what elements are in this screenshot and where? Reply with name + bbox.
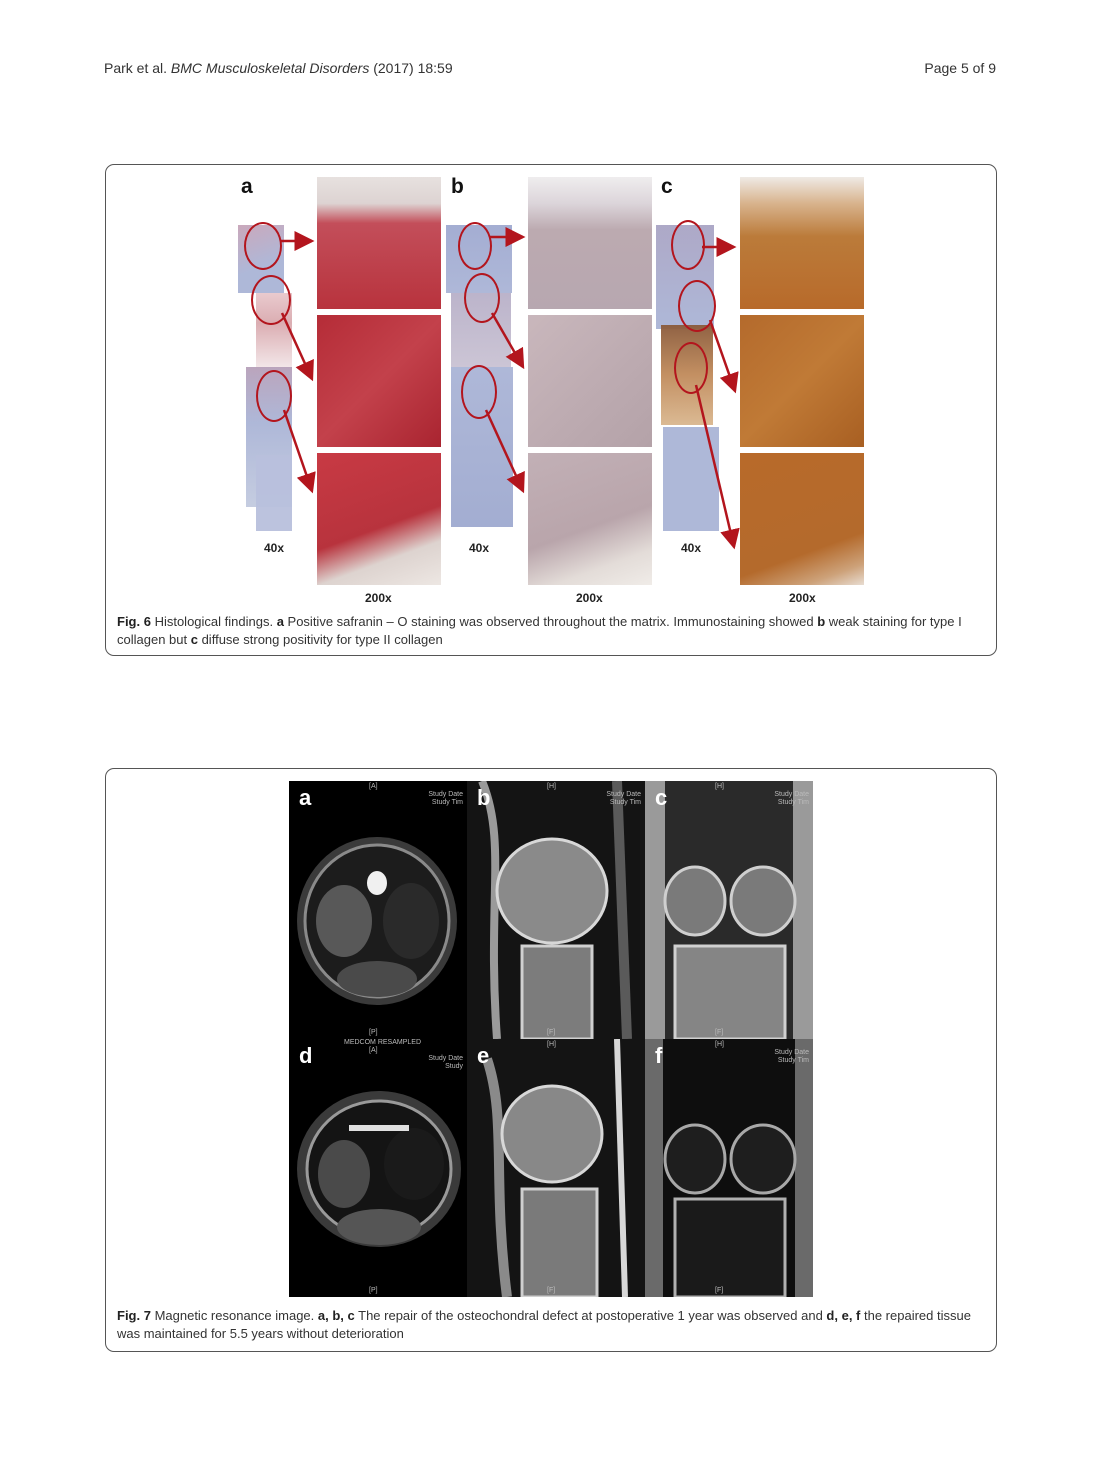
fig7-c-study-info: Study Date Study Tim — [774, 791, 809, 806]
fig7-c-orient-top: [H] — [715, 783, 724, 790]
fig6-b-40x-label: 40x — [469, 541, 490, 555]
fig7-mri-panel-b — [467, 781, 645, 1039]
fig7-f-orient-bottom: [F] — [715, 1287, 724, 1294]
fig7-f-knee-coronal-image — [645, 1039, 813, 1297]
fig6-caption-ref-c: c — [190, 632, 198, 647]
header-journal: BMC Musculoskeletal Disorders — [170, 60, 370, 76]
fig6-a-arrow-3 — [284, 410, 312, 491]
fig7-panel-label-d: d — [299, 1043, 313, 1068]
fig7-panel-label-b: b — [477, 785, 491, 810]
fig7-mri-panel-c — [645, 781, 813, 1039]
fig6-caption-text-1: Histological findings. — [150, 614, 277, 629]
fig7-e-orient-top: [H] — [547, 1041, 556, 1048]
fig6-c-40x-label: 40x — [681, 541, 702, 555]
fig6-c-200x-label: 200x — [789, 591, 816, 605]
fig6-caption-ref-a: a — [276, 614, 284, 629]
fig7-caption-label: Fig. 7 — [117, 1308, 151, 1323]
header-year-volume: (2017) 18:59 — [373, 60, 453, 76]
fig6-caption-label: Fig. 6 — [117, 614, 151, 629]
fig6-c-arrow-3 — [696, 385, 734, 547]
running-header-citation — [104, 60, 453, 76]
fig7-panel-label-f: f — [655, 1043, 663, 1068]
page-number: Page 5 of 9 — [924, 60, 996, 76]
fig6-caption-text-3: weak staining for type I collagen but — [117, 614, 962, 647]
fig6-a-40x-label: 40x — [264, 541, 285, 555]
fig7-a-orient-bottom: [P] — [369, 1029, 378, 1036]
fig7-f-orient-top: [H] — [715, 1041, 724, 1048]
fig7-panel-label-a: a — [299, 785, 312, 810]
fig7-b-orient-bottom: [F] — [547, 1029, 556, 1036]
fig6-b-arrow-2 — [492, 313, 523, 367]
fig7-a-study-info: Study Date Study Tim — [428, 791, 463, 806]
fig6-caption — [117, 613, 982, 649]
fig7-a-orient-top: [A] — [369, 783, 378, 790]
fig7-f-study-info: Study Date Study Tim — [774, 1049, 809, 1064]
fig6-a-200x-label: 200x — [365, 591, 392, 605]
fig6-panel-label-b: b — [451, 175, 464, 198]
fig6-panel-label-c: c — [661, 175, 673, 198]
fig7-caption-text-3: the repaired tissue was maintained for 5.5 years without deterioration — [117, 1308, 971, 1341]
fig7-b-knee-sagittal-image — [467, 781, 645, 1039]
fig7-mri-panel-e — [467, 1039, 645, 1297]
fig7-panel-label-c: c — [655, 785, 668, 810]
fig7-mri-panel-f — [645, 1039, 813, 1297]
fig7-d-medcom-label: MEDCOM RESAMPLED — [344, 1039, 422, 1046]
fig7-d-orient-top: [A] — [369, 1047, 378, 1054]
fig6-arrows — [106, 165, 996, 605]
fig7-b-study-info: Study Date Study Tim — [606, 791, 641, 806]
fig7-caption-ref-def: d, e, f — [826, 1308, 861, 1323]
figure-6 — [105, 164, 997, 656]
fig7-c-orient-bottom: [F] — [715, 1029, 724, 1036]
fig7-panel-label-e: e — [477, 1043, 490, 1068]
fig7-mri-panel-d — [289, 1039, 467, 1297]
fig6-caption-text-4: diffuse strong positivity for type II collagen — [197, 632, 443, 647]
fig6-b-200x-label: 200x — [576, 591, 603, 605]
fig7-caption-text-1: Magnetic resonance image. — [150, 1308, 318, 1323]
fig7-c-knee-coronal-image — [645, 781, 813, 1039]
fig6-caption-ref-b: b — [817, 614, 826, 629]
fig7-caption-ref-abc: a, b, c — [317, 1308, 355, 1323]
fig7-e-orient-bottom: [F] — [547, 1287, 556, 1294]
fig7-caption-text-2: The repair of the osteochondral defect at postoperative 1 year was observed and — [354, 1308, 827, 1323]
fig7-a-knee-axial-image — [289, 781, 467, 1039]
fig7-e-knee-sagittal-image — [467, 1039, 645, 1297]
fig6-a-arrow-2 — [282, 313, 312, 379]
fig7-b-orient-top: [H] — [547, 783, 556, 790]
fig6-b-arrow-3 — [486, 410, 523, 491]
fig7-d-knee-axial-image — [289, 1039, 467, 1297]
fig7-mri-panel-a — [289, 781, 467, 1039]
fig7-caption — [117, 1307, 982, 1343]
fig6-panel-label-a: a — [241, 175, 253, 198]
header-authors: Park et al. — [104, 60, 168, 76]
fig6-caption-text-2: Positive safranin – O staining was observed throughout the matrix. Immunostaining showed — [283, 614, 818, 629]
figure-7 — [105, 768, 997, 1352]
fig6-c-arrow-2 — [710, 320, 735, 391]
fig7-d-study-info: Study Date Study — [428, 1055, 463, 1070]
fig7-d-orient-bottom: [P] — [369, 1287, 378, 1294]
